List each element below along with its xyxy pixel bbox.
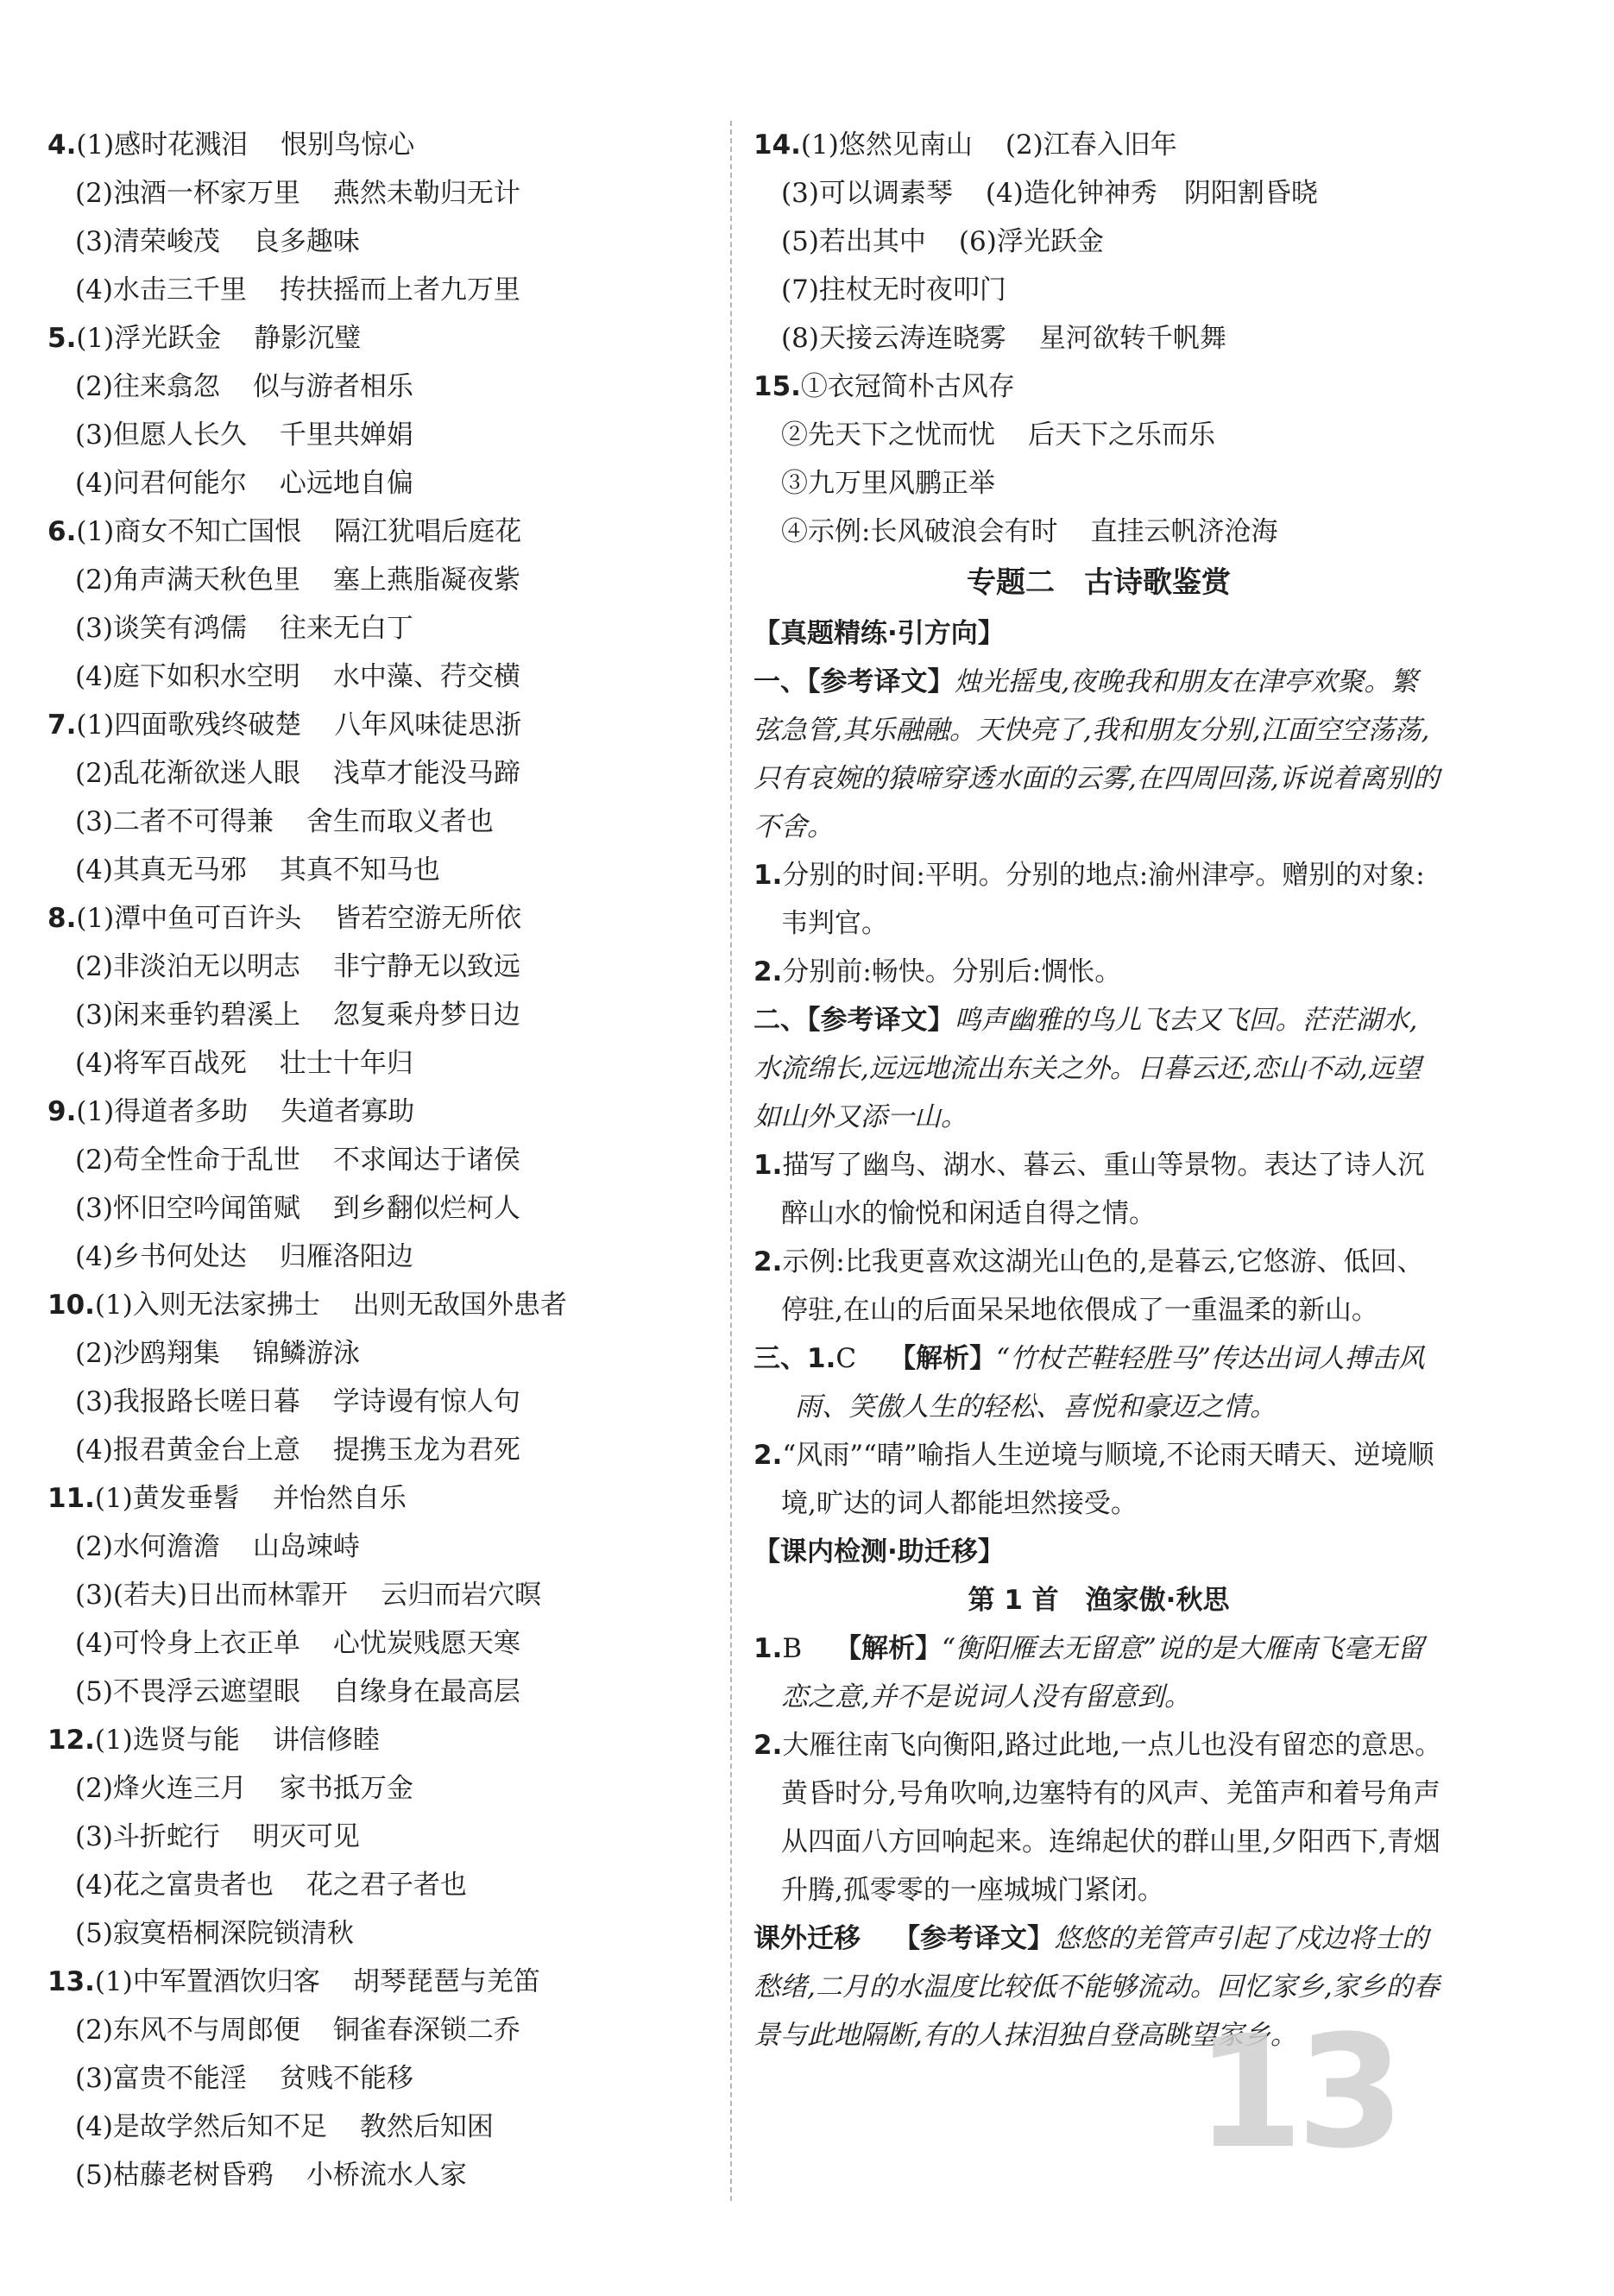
answer-part: (4)其真无马邪: [75, 855, 247, 886]
page-number: 13: [1195, 2003, 1398, 2183]
answer-group: [47, 1958, 729, 2199]
answer-part: 塞上燕脂凝夜紫: [332, 565, 520, 596]
answer-part: (5)不畏浮云遮望眼: [75, 1676, 300, 1707]
answer-part: 往来无白丁: [279, 613, 413, 644]
q2-answer-2: 2.示例:比我更喜欢这湖光山色的,是暮云,它悠游、低回、停驻,在山的后面呆呆地依偎成了一重温柔的新山。: [753, 1246, 1424, 1326]
answer-15: [753, 363, 1444, 556]
question-number: 5.: [47, 323, 77, 354]
answer-part: 贫贱不能移: [279, 2063, 413, 2094]
question-number: 15.: [753, 371, 801, 402]
answer-part: (3)谈笑有鸿儒: [75, 613, 247, 644]
answer-part: (4)报君黄金台上意: [75, 1435, 300, 1466]
q2-text: 鸣声幽雅的鸟儿飞去又飞回。茫茫湖水,水流绵长,远远地流出东关之外。日暮云还,恋山不动,远望如山外又添一山。: [753, 1005, 1422, 1132]
question-number: 8.: [47, 903, 77, 934]
answer-part: (5)枯藤老树昏鸦: [75, 2160, 274, 2191]
answer-line: [47, 1909, 729, 1958]
answer-part: 隔江犹唱后庭花: [334, 516, 522, 547]
answer-line: [47, 1523, 729, 1571]
answer-line: [47, 1571, 729, 1619]
answer-part: 浅草才能没马蹄: [332, 758, 520, 789]
answer-line: [47, 169, 729, 218]
answer-part: 恨别鸟惊心: [281, 129, 415, 161]
answer-group: [47, 1281, 729, 1474]
answer-line: [47, 556, 729, 604]
answer-part: 舍生而取义者也: [306, 806, 494, 837]
answer-part: (3)闲来垂钓碧溪上: [75, 1000, 300, 1031]
poem-title: 第 1 首 渔家傲·秋思: [968, 1585, 1230, 1616]
answer-part: 锦鳞游泳: [252, 1338, 360, 1369]
answer-part: (4)水击三千里: [75, 274, 247, 306]
q3-answer-1: 三、1.C 【解析】“竹杖芒鞋轻胜马”传达出词人搏击风雨、笑傲人生的轻松、喜悦和豪迈之情。: [753, 1343, 1425, 1422]
column-divider: [730, 121, 732, 2201]
answer-part: 自缘身在最高层: [332, 1676, 520, 1707]
answer-part: (5)若出其中: [781, 226, 926, 257]
answer-line: [47, 2006, 729, 2054]
answer-line: [47, 218, 729, 266]
topic-title: 专题二 古诗歌鉴赏: [967, 565, 1231, 600]
answer-part: ④示例:长风破浪会有时: [781, 516, 1058, 547]
answer-line: [47, 1668, 729, 1716]
answer-line: [753, 266, 1444, 314]
answer-part: (1)入则无法家拂士: [94, 1290, 320, 1321]
q1-answer-1: 1.分别的时间:平明。分别的地点:渝州津亭。赠别的对象:韦判官。: [753, 860, 1425, 939]
answer-part: 讲信修睦: [272, 1725, 380, 1756]
answer-part: 静影沉璧: [254, 323, 362, 354]
answer-part: 归雁洛阳边: [279, 1241, 413, 1272]
q1-tag: 【参考译文】: [807, 666, 955, 697]
answer-line: [753, 363, 1444, 411]
answer-line: [47, 1184, 729, 1233]
answer-group: [47, 894, 729, 1088]
answer-part: 直挂云帆济沧海: [1090, 516, 1278, 547]
answer-line: [47, 894, 729, 943]
answer-part: 小桥流水人家: [306, 2160, 467, 2191]
answer-part: (2)烽火连三月: [75, 1773, 247, 1804]
answer-line: [47, 653, 729, 701]
answer-line: [47, 1378, 729, 1426]
answer-part: 后天下之乐而乐: [1028, 419, 1215, 451]
answer-part: (1)感时花溅泪: [76, 129, 249, 161]
answer-part: (2)乱花渐欲迷人眼: [75, 758, 300, 789]
answer-part: (4)将军百战死: [75, 1048, 247, 1079]
answer-part: 八年风味徒思浙: [334, 710, 522, 741]
answer-line: [753, 314, 1444, 363]
answer-part: 提携玉龙为君死: [332, 1435, 520, 1466]
answer-part: (2)苟全性命于乱世: [75, 1145, 300, 1176]
answer-part: 心远地自偏: [279, 468, 413, 499]
answer-line: [47, 1233, 729, 1281]
answer-part: 忽复乘舟梦日边: [332, 1000, 520, 1031]
poem-answer-1: 1.B 【解析】“衡阳雁去无留意”说的是大雁南飞毫无留恋之意,并不是说词人没有留意到。: [753, 1633, 1424, 1713]
q1-label: 一、: [753, 666, 807, 697]
answer-line: [47, 1281, 729, 1329]
answer-line: [47, 411, 729, 459]
answer-part: (3)怀旧空吟闻笛赋: [75, 1193, 300, 1224]
answer-line: [47, 363, 729, 411]
answer-part: (3)清荣峻茂: [75, 226, 220, 257]
answer-part: 花之君子者也: [306, 1870, 467, 1901]
answer-part: ①衣冠简朴古风存: [800, 371, 1015, 402]
answer-part: 非宁静无以致远: [332, 951, 520, 982]
answer-part: (8)天接云涛连晓雾: [781, 323, 1006, 354]
answer-part: (2)江春入旧年: [1005, 129, 1177, 161]
answer-part: 心忧炭贱愿天寒: [332, 1628, 520, 1659]
answer-part: 壮士十年归: [279, 1048, 413, 1079]
answer-part: 胡琴琵琶与羌笛: [352, 1966, 540, 1997]
q3-answer-2: 2.“风雨”“晴”喻指人生逆境与顺境,不论雨天晴天、逆境顺境,旷达的词人都能坦然接受。: [753, 1440, 1434, 1519]
answer-group: [47, 508, 729, 701]
q2-tag: 【参考译文】: [807, 1005, 955, 1036]
answer-line: [47, 1764, 729, 1813]
answer-line: [47, 2054, 729, 2103]
answer-line: [47, 1474, 729, 1523]
answer-part: (2)东风不与周郎便: [75, 2015, 300, 2046]
answer-part: 云归而岩穴暝: [381, 1580, 542, 1611]
answer-part: 教然后知困: [359, 2111, 494, 2142]
answer-part: (3)二者不可得兼: [75, 806, 274, 837]
answer-part: (1)悠然见南山: [800, 129, 973, 161]
section-title-1: 【真题精练·引方向】: [753, 618, 1005, 649]
answer-line: [47, 749, 729, 798]
answer-line: [47, 991, 729, 1039]
question-number: 12.: [47, 1725, 95, 1756]
answer-part: 似与游者相乐: [252, 371, 413, 402]
answer-part: ②先天下之忧而忧: [781, 419, 995, 451]
answer-part: 家书抵万金: [279, 1773, 413, 1804]
answer-line: [47, 1039, 729, 1088]
answer-line: [47, 1426, 729, 1474]
q2-translation: [753, 996, 1444, 1141]
question-number: 11.: [47, 1483, 95, 1514]
answer-part: 其真不知马也: [279, 855, 440, 886]
q1-text: 烛光摇曳,夜晚我和朋友在津亭欢聚。繁弦急管,其乐融融。天快亮了,我和朋友分别,江面空空荡荡,只有哀婉的猿啼穿透水面的云雾,在四周回荡,诉说着离别的不舍。: [753, 666, 1440, 842]
answer-part: 失道者寡助: [281, 1096, 415, 1127]
q2-label: 二、: [753, 1005, 807, 1036]
answer-part: (4)是故学然后知不足: [75, 2111, 327, 2142]
answer-line: [47, 604, 729, 653]
poem-answer-2: 2.大雁往南飞向衡阳,路过此地,一点儿也没有留恋的意思。黄昏时分,号角吹响,边塞特有的风声、羌笛声和着号角声从四面八方回响起来。连绵起伏的群山里,夕阳西下,青烟升腾,孤零零的一座城城门紧闭。: [753, 1730, 1442, 1906]
answer-line: [47, 314, 729, 363]
answer-line: [47, 798, 729, 846]
answer-line: [753, 169, 1444, 218]
answer-group: [47, 1474, 729, 1716]
question-number: 7.: [47, 710, 77, 741]
answer-group: [47, 314, 729, 508]
answer-part: (3)但愿人长久: [75, 419, 247, 451]
answer-part: (1)选贤与能: [94, 1725, 240, 1756]
answer-part: (2)沙鸥翔集: [75, 1338, 220, 1369]
question-number: 13.: [47, 1966, 95, 1997]
answer-line: [47, 508, 729, 556]
answer-part: (2)往来翕忽: [75, 371, 220, 402]
answer-part: 皆若空游无所依: [334, 903, 522, 934]
answer-part: (2)角声满天秋色里: [75, 565, 300, 596]
answer-line: [753, 121, 1444, 169]
question-number: 4.: [47, 129, 77, 161]
answer-line: [47, 1813, 729, 1861]
answer-part: 燕然未勒归无计: [332, 178, 520, 209]
answer-line: [47, 846, 729, 894]
answer-part: (2)浊酒一杯家万里: [75, 178, 300, 209]
section-title-2: 【课内检测·助迁移】: [753, 1536, 1005, 1567]
answer-line: [47, 1136, 729, 1184]
answer-part: 抟扶摇而上者九万里: [279, 274, 520, 306]
answer-part: (1)四面歌残终破楚: [76, 710, 302, 741]
answer-line: [47, 1619, 729, 1668]
answer-line: [47, 121, 729, 169]
answer-line: [753, 508, 1444, 556]
answer-part: (3)可以调素琴: [781, 178, 953, 209]
extra-translation: 课外迁移 【参考译文】悠悠的羌管声引起了戍边将士的愁绪,二月的水温度比较低不能够流动。回忆家乡,家乡的春景与此地隔断,有的人抹泪独自登高眺望家乡。: [753, 1923, 1440, 2051]
answer-part: 并怡然自乐: [272, 1483, 407, 1514]
answer-part: 良多趣味: [252, 226, 360, 257]
answer-line: [47, 1861, 729, 1909]
answer-line: [47, 1088, 729, 1136]
answer-part: (6)浮光跃金: [958, 226, 1104, 257]
q1-translation: [753, 658, 1444, 851]
answer-part: 明灭可见: [252, 1821, 360, 1852]
answer-part: (4)可怜身上衣正单: [75, 1628, 300, 1659]
answer-part: 出则无敌国外患者: [352, 1290, 567, 1321]
answer-part: (4)庭下如积水空明: [75, 661, 300, 692]
answer-part: (3)富贵不能淫: [75, 2063, 247, 2094]
question-number: 6.: [47, 516, 77, 547]
answer-part: (1)得道者多助: [76, 1096, 249, 1127]
answer-part: (4)乡书何处达: [75, 1241, 247, 1272]
left-column: [47, 121, 729, 2199]
answer-part: (3)我报路长嗟日暮: [75, 1386, 300, 1417]
answer-part: (7)拄杖无时夜叩门: [781, 274, 1006, 306]
answer-part: 星河欲转千帆舞: [1038, 323, 1226, 354]
answer-group: [47, 701, 729, 894]
answer-part: (4)造化钟神秀 阴阳割昏晓: [985, 178, 1318, 209]
answer-part: 铜雀春深锁二乔: [332, 2015, 520, 2046]
answer-part: (1)商女不知亡国恨: [76, 516, 302, 547]
q1-answer-2: 2.分别前:畅快。分别后:惆怅。: [753, 956, 1122, 987]
answer-part: (3)斗折蛇行: [75, 1821, 220, 1852]
answer-line: [47, 1958, 729, 2006]
answer-part: (1)潭中鱼可百许头: [76, 903, 302, 934]
answer-line: [753, 218, 1444, 266]
answer-part: (4)问君何能尔: [75, 468, 247, 499]
answer-part: (2)非淡泊无以明志: [75, 951, 300, 982]
answer-line: [47, 266, 729, 314]
answer-part: (1)浮光跃金: [76, 323, 222, 354]
answer-line: [47, 2151, 729, 2199]
answer-line: [47, 943, 729, 991]
answer-line: [47, 1716, 729, 1764]
answer-part: ③九万里风鹏正举: [781, 468, 995, 499]
answer-line: [47, 701, 729, 749]
answer-part: 到乡翻似烂柯人: [332, 1193, 520, 1224]
answer-part: (1)黄发垂髫: [94, 1483, 240, 1514]
answer-part: (2)水何澹澹: [75, 1531, 220, 1562]
answer-part: 水中藻、荇交横: [332, 661, 520, 692]
answer-part: 学诗谩有惊人句: [332, 1386, 520, 1417]
answer-part: 不求闻达于诸侯: [332, 1145, 520, 1176]
answer-part: (1)中军置酒饮归客: [94, 1966, 320, 1997]
answer-part: (3)(若夫)日出而林霏开: [75, 1580, 349, 1611]
question-number: 9.: [47, 1096, 77, 1127]
answer-line: [753, 411, 1444, 459]
answer-line: [47, 1329, 729, 1378]
answer-group: [47, 121, 729, 314]
question-number: 10.: [47, 1290, 95, 1321]
answer-part: (4)花之富贵者也: [75, 1870, 274, 1901]
answer-line: [753, 459, 1444, 508]
answer-part: 山岛竦峙: [252, 1531, 360, 1562]
answer-part: (5)寂寞梧桐深院锁清秋: [75, 1918, 354, 1949]
right-column: [753, 121, 1444, 2059]
answer-part: 千里共婵娟: [279, 419, 413, 451]
question-number: 14.: [753, 129, 801, 161]
answer-group: [47, 1088, 729, 1281]
answer-14: [753, 121, 1444, 363]
answer-line: [47, 459, 729, 508]
answer-group: [47, 1716, 729, 1958]
q2-answer-1: 1.描写了幽鸟、湖水、暮云、重山等景物。表达了诗人沉醉山水的愉悦和闲适自得之情。: [753, 1150, 1425, 1229]
answer-line: [47, 2103, 729, 2151]
